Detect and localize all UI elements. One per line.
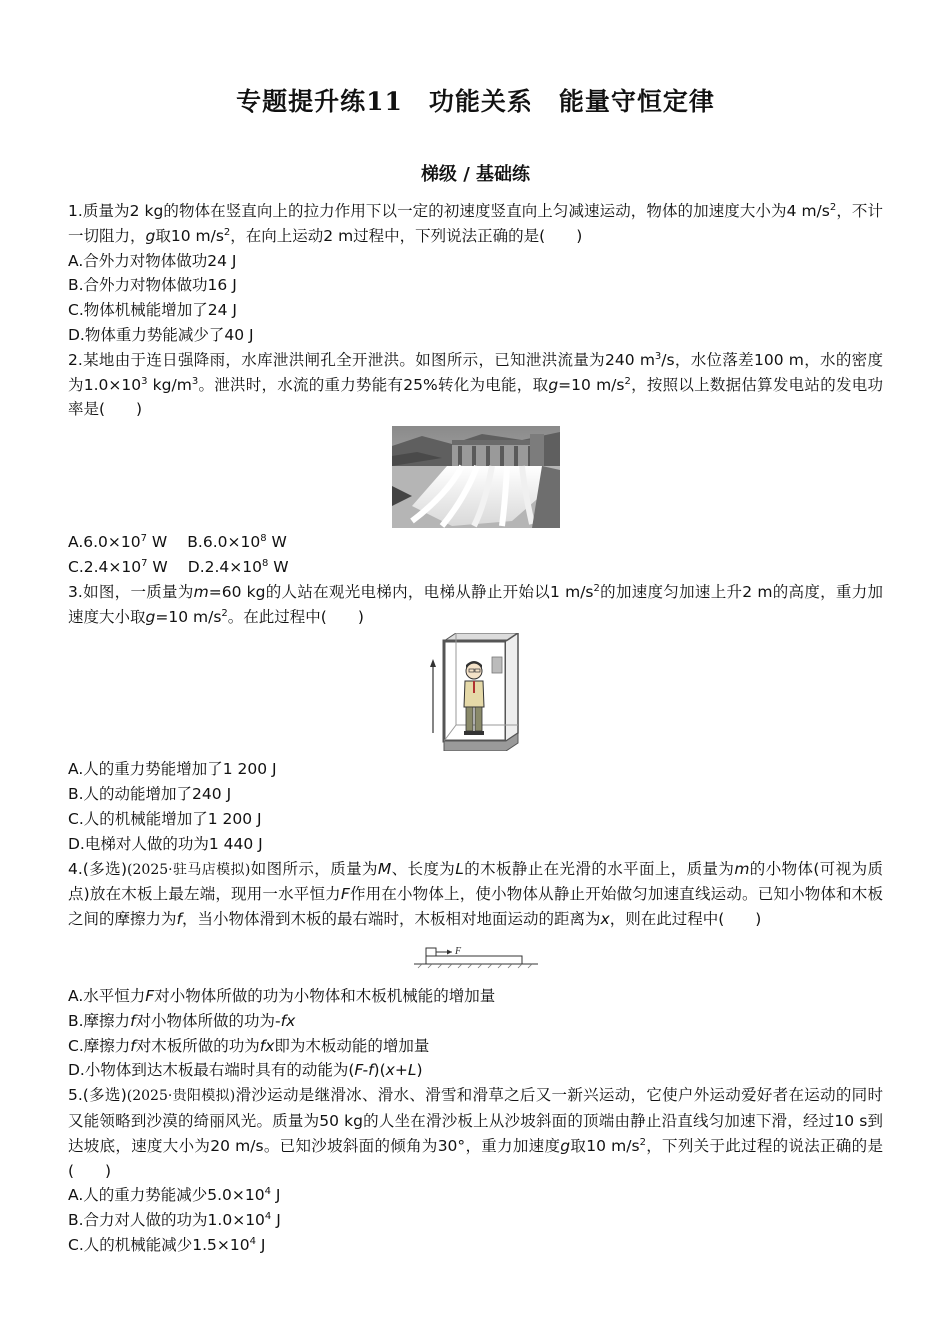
option-d: D.电梯对人做的功为1 440 J bbox=[68, 834, 263, 853]
section-heading: 梯级 / 基础练 bbox=[420, 164, 531, 185]
option-a: A.合外力对物体做功24 J bbox=[68, 251, 237, 270]
options-row-cd bbox=[68, 555, 883, 580]
option-a: $A.6.0\times 10^7$ W bbox=[68, 533, 168, 552]
option-c: C.人的机械能减少$1.5\times 10^4$ J bbox=[68, 1235, 266, 1254]
option-d: $D.2.4\times 10^8$ W bbox=[187, 557, 289, 576]
option-c: C.物体机械能增加了24 J bbox=[68, 301, 237, 320]
question-5-stem: 5.(多选)(2025·贵阳模拟)滑沙运动是继滑冰、滑水、滑雪和滑草之后又一新兴运动，它使户外运动爱好者在运动的同时又能领略到沙漠的绮丽风光。质量为50 kg的人坐在滑沙板上从沙坡斜面的顶端由静止沿直线匀加速下滑，经过10 s到达坡底，速度大小为20 m/s。已知沙坡斜面的倾角为30°，重力加速度g取10 $m/s^2$，下列关于此过程的说法正确的是( ) bbox=[68, 1086, 883, 1180]
elevator-figure bbox=[430, 633, 522, 751]
option-b: B.合外力对物体做功16 J bbox=[68, 276, 237, 295]
question-1-stem: 1.质量为2 kg的物体在竖直向上的拉力作用下以一定的初速度竖直向上匀减速运动，物体的加速度大小为4 $m/s^2$，不计一切阻力，g取10 $m/s^2$，在向上运动2 m过程中，下列说法正确的是( ) bbox=[68, 201, 883, 245]
option-b: B.摩擦力f对小物体所做的功为-fx bbox=[68, 1011, 296, 1030]
question-4-stem: 4.(多选)(2025·驻马店模拟)如图所示，质量为M、长度为L的木板静止在光滑的水平面上，质量为m的小物体(可视为质点)放在木板上最左端，现用一水平恒力F作用在小物体上，使小物体从静止开始做匀加速直线运动。已知小物体和木板之间的摩擦力为f，当小物体滑到木板的最右端时，木板相对地面运动的距离为x，则在此过程中( ) bbox=[68, 859, 883, 929]
option-a: A.人的重力势能增加了1 200 J bbox=[68, 760, 277, 779]
dam-spillway-photo bbox=[392, 426, 560, 528]
option-a: A.人的重力势能减少$5.0\times 10^4$ J bbox=[68, 1186, 281, 1205]
question-2-stem: 2.某地由于连日强降雨，水库泄洪闸孔全开泄洪。如图所示，已知泄洪流量为240 $m^3/s$，水位落差100 m，水的密度为$1.0\times 10^3$ $kg/m^3$。泄洪时，水流的重力势能有25%转化为电能，取g=10 $m/s^2$，按照以上数据估算发电站的发电功率是( ) bbox=[68, 350, 883, 419]
question-5 bbox=[68, 1083, 883, 1258]
option-b: $B.6.0\times 10^8$ W bbox=[187, 533, 287, 552]
option-c: C.人的机械能增加了1 200 J bbox=[68, 809, 262, 828]
option-d: D.物体重力势能减少了40 J bbox=[68, 325, 254, 344]
option-a: A.水平恒力F对小物体所做的功为小物体和木板机械能的增加量 bbox=[68, 986, 496, 1005]
block-on-board-figure bbox=[414, 938, 538, 972]
option-b: B.合力对人做的功为$1.0\times 10^4$ J bbox=[68, 1210, 281, 1230]
force-label: F bbox=[454, 945, 461, 957]
options-row-ab bbox=[68, 530, 883, 555]
option-b: B.人的动能增加了240 J bbox=[68, 785, 232, 804]
question-3-stem: 3.如图，一质量为m=60 kg的人站在观光电梯内，电梯从静止开始以1 $m/s^2$的加速度匀加速上升2 m的高度，重力加速度大小取g=10 $m/s^2$。在此过程中( ) bbox=[68, 582, 884, 626]
question-2 bbox=[68, 348, 883, 580]
question-list bbox=[68, 199, 883, 1258]
option-d: D.小物体到达木板最右端时具有的动能为(F-f)(x+L) bbox=[68, 1061, 423, 1080]
question-1 bbox=[68, 199, 883, 348]
question-4 bbox=[68, 857, 883, 1084]
question-3 bbox=[68, 580, 883, 857]
page-title: 专题提升练11 功能关系 能量守恒定律 bbox=[236, 87, 715, 116]
option-c: $C.2.4\times 10^7$ W bbox=[68, 557, 168, 576]
option-c: C.摩擦力f对木板所做的功为fx即为木板动能的增加量 bbox=[68, 1036, 430, 1055]
